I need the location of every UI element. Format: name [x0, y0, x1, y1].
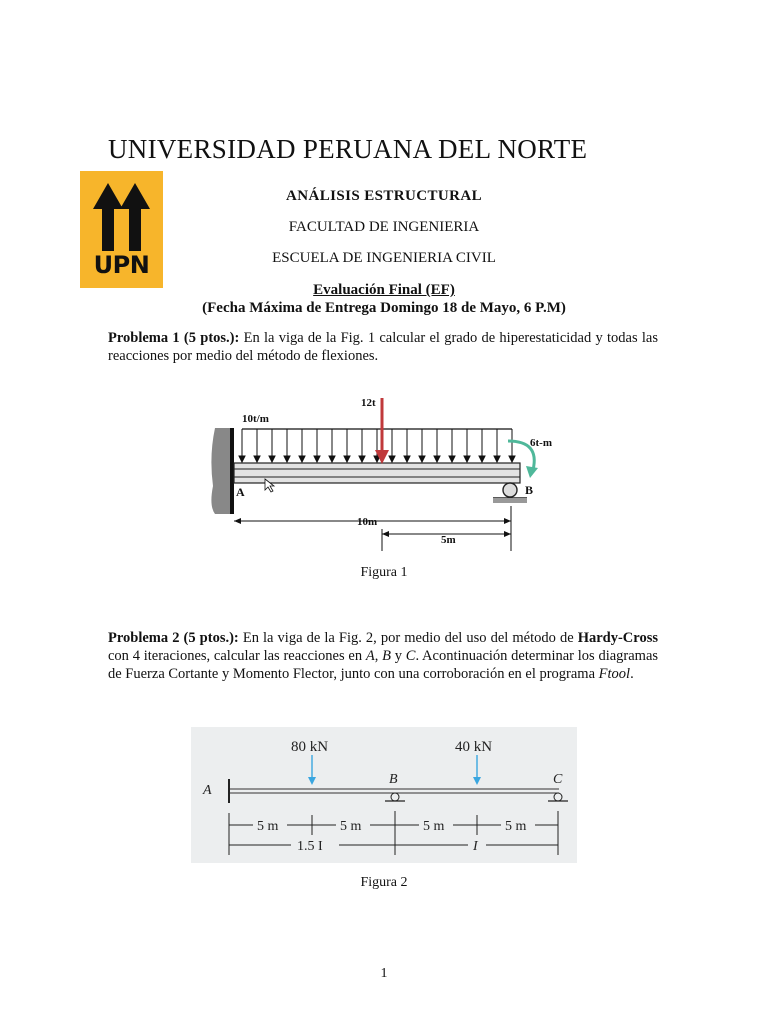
distributed-load-label: 10t/m	[242, 413, 269, 425]
point-load-label: 12t	[361, 397, 376, 409]
point-a-label: A	[203, 783, 212, 798]
dim-partial-label: 5m	[441, 534, 456, 546]
span-1-label: 5 m	[257, 819, 279, 834]
figure-2-caption: Figura 2	[360, 875, 408, 890]
exam-title: Evaluación Final (EF)	[313, 282, 455, 298]
problem-2-statement: Problema 2 (5 ptos.): En la viga de la Fig. 2, por medio del uso del método de Hardy-Cross con 4 iteraciones, calcular las reacciones en A, B y C. Acontinuación determinar los diagramas de Fuerza Cortante y Momento Flector, junto con una corroboración en el programa Ftool.	[108, 630, 659, 682]
support-a-label: A	[236, 485, 245, 499]
load-2-label: 40 kN	[455, 739, 493, 755]
inertia-2-label: I	[473, 839, 478, 854]
problem-1-statement: Problema 1 (5 ptos.): En la viga de la Fig. 1 calcular el grado de hiperestaticidad y todas las reacciones por medio del método de flexiones.	[108, 330, 658, 364]
point-b-label: B	[389, 772, 398, 787]
page-number: 1	[380, 966, 388, 981]
exam-deadline: (Fecha Máxima de Entrega Domingo 18 de Mayo, 6 P.M)	[202, 300, 566, 316]
school-name: ESCUELA DE INGENIERIA CIVIL	[272, 250, 496, 266]
point-c-label: C	[553, 772, 563, 787]
course-name: ANÁLISIS ESTRUCTURAL	[286, 188, 482, 204]
inertia-1-label: 1.5 I	[297, 839, 323, 854]
figure-2	[191, 727, 577, 863]
moment-label: 6t-m	[530, 437, 552, 449]
logo-text: UPN	[93, 251, 150, 279]
university-title: UNIVERSIDAD PERUANA DEL NORTE	[108, 134, 588, 164]
figure-1-caption: Figura 1	[360, 565, 408, 580]
load-1-label: 80 kN	[291, 739, 329, 755]
dim-total-label: 10m	[357, 516, 378, 528]
span-3-label: 5 m	[423, 819, 445, 834]
span-4-label: 5 m	[505, 819, 527, 834]
figure-1	[205, 386, 560, 554]
faculty-name: FACULTAD DE INGENIERIA	[288, 219, 480, 235]
support-b-label: B	[525, 483, 534, 497]
span-2-label: 5 m	[340, 819, 362, 834]
problem-2-label: Problema 2 (5 ptos.):	[108, 630, 239, 646]
problem-1-label: Problema 1 (5 ptos.):	[108, 330, 240, 346]
